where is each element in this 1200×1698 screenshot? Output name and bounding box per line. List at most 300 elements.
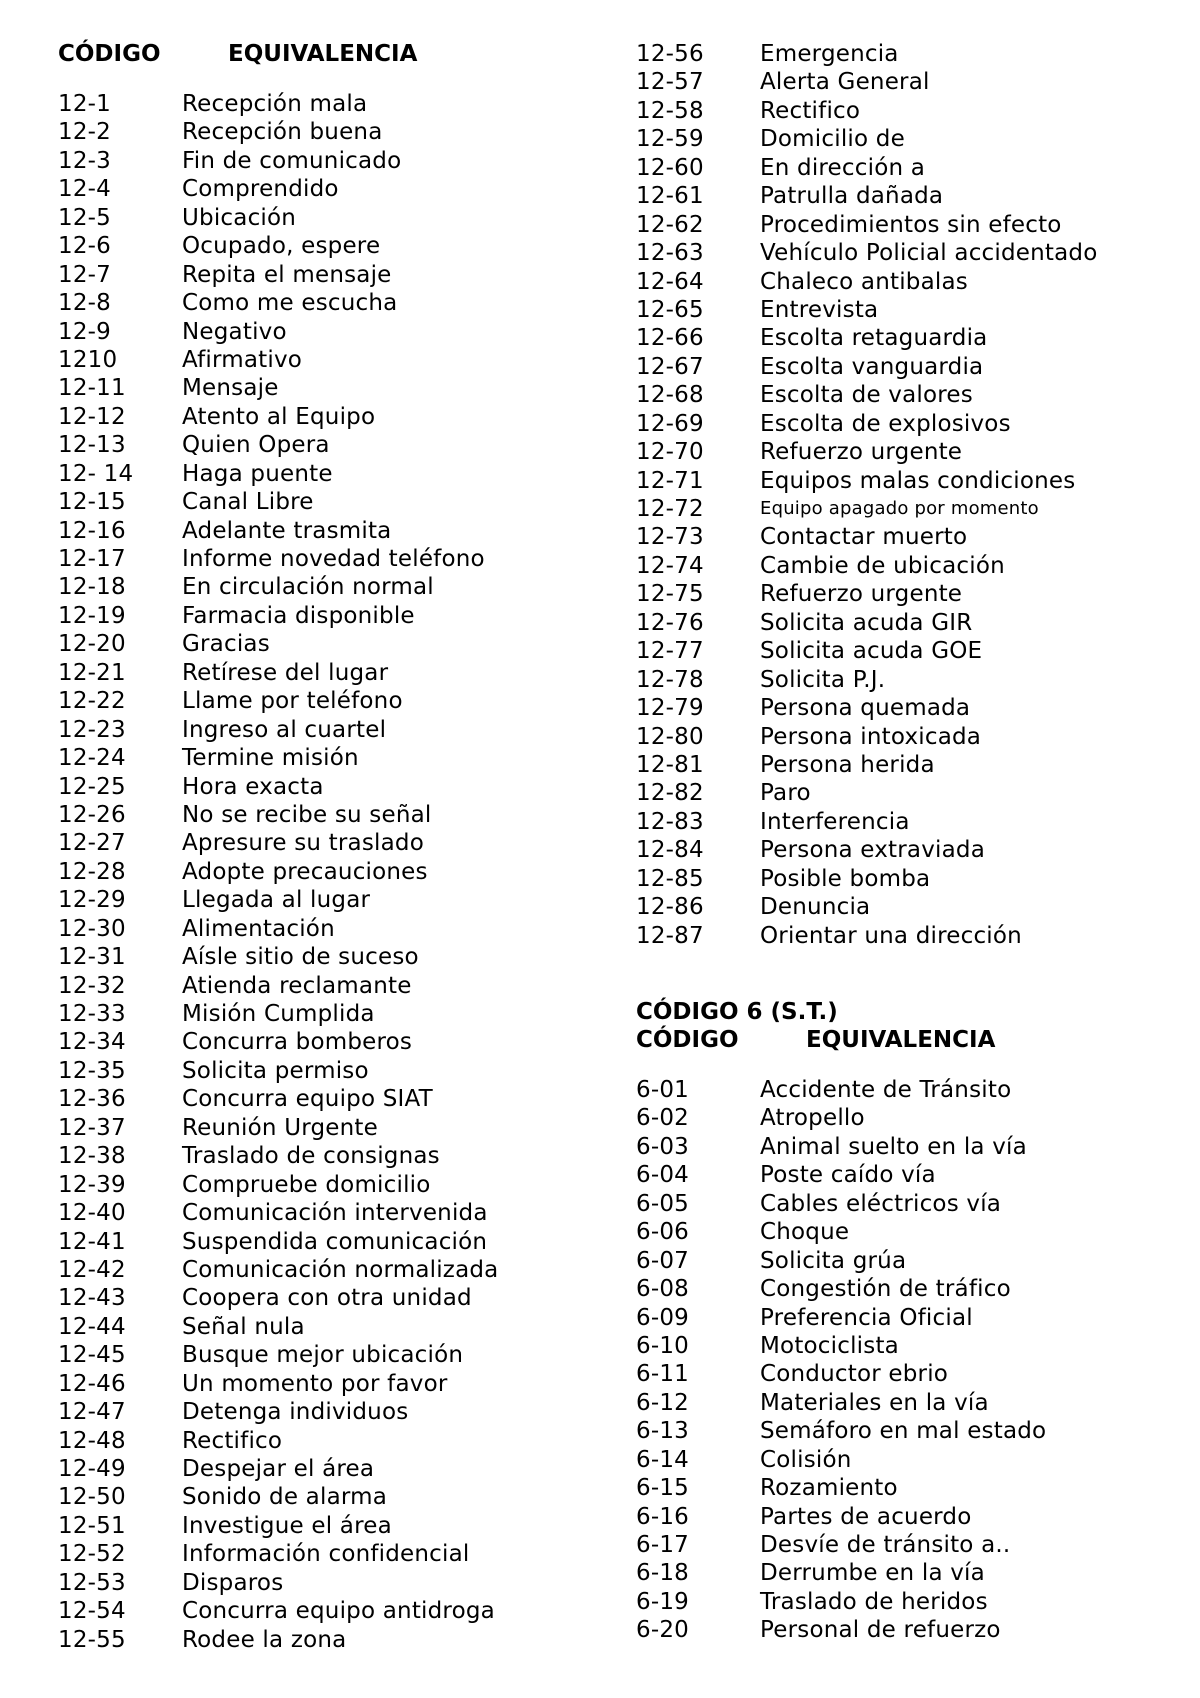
list-item <box>636 268 1176 296</box>
header-code-label: CÓDIGO <box>58 41 161 67</box>
list-item <box>636 324 1176 352</box>
code-value: 12-23 <box>58 716 126 743</box>
list-item <box>58 1028 578 1056</box>
header-code-label: CÓDIGO <box>636 1027 739 1053</box>
code-value: 6-10 <box>636 1332 689 1359</box>
list-item <box>636 1474 1176 1502</box>
list-item <box>58 659 578 687</box>
code-value: 12-30 <box>58 915 126 942</box>
code-value: 12-36 <box>58 1086 126 1113</box>
list-item <box>58 232 578 260</box>
list-item <box>58 801 578 829</box>
list-item <box>636 1588 1176 1616</box>
code-description: Coopera con otra unidad <box>182 1285 472 1312</box>
code-value: 6-20 <box>636 1617 689 1644</box>
code-description: Materiales en la vía <box>760 1389 989 1416</box>
code-value: 12-58 <box>636 97 704 124</box>
code-value: 12-57 <box>636 69 704 96</box>
code-value: 12-69 <box>636 410 704 437</box>
code-value: 12-54 <box>58 1598 126 1625</box>
list-item <box>636 1332 1176 1360</box>
code-description: Patrulla dañada <box>760 183 944 210</box>
codigo6-title <box>636 998 1176 1026</box>
code-value: 6-15 <box>636 1475 689 1502</box>
list-item <box>636 1503 1176 1531</box>
list-item <box>58 858 578 886</box>
list-item <box>58 517 578 545</box>
list-item <box>58 687 578 715</box>
code-value: 6-12 <box>636 1389 689 1416</box>
code-description: Domicilio de <box>760 126 905 153</box>
code-value: 12-38 <box>58 1143 126 1170</box>
code-description: Comprendido <box>182 176 339 203</box>
code-value: 12-43 <box>58 1285 126 1312</box>
codigo6-title-text: CÓDIGO 6 (S.T.) <box>636 999 838 1025</box>
code-value: 12-61 <box>636 183 704 210</box>
list-item <box>636 154 1176 182</box>
list-item <box>636 68 1176 96</box>
codigo6-header <box>636 1026 1176 1054</box>
list-item <box>636 1076 1176 1104</box>
code-value: 12-37 <box>58 1114 126 1141</box>
code-value: 6-02 <box>636 1105 689 1132</box>
list-item <box>58 1398 578 1426</box>
code-value: 1210 <box>58 346 118 373</box>
code-description: Vehículo Policial accidentado <box>760 240 1098 267</box>
list-item <box>636 836 1176 864</box>
code-value: 12-81 <box>636 751 704 778</box>
code-description: Recepción mala <box>182 91 368 117</box>
code-value: 12-2 <box>58 119 111 146</box>
code-description: Quien Opera <box>182 432 330 459</box>
code-value: 6-07 <box>636 1247 689 1274</box>
code-value: 12-34 <box>58 1029 126 1056</box>
code-value: 6-19 <box>636 1588 689 1615</box>
code-description: Personal de refuerzo <box>760 1617 1001 1644</box>
code-value: 6-18 <box>636 1560 689 1587</box>
code-value: 12-74 <box>636 552 704 579</box>
list-item <box>58 460 578 488</box>
list-item <box>636 1446 1176 1474</box>
list-item <box>58 1341 578 1369</box>
code-description: Alerta General <box>760 69 930 96</box>
code-description: Solicita grúa <box>760 1247 907 1274</box>
list-item <box>58 1171 578 1199</box>
list-item <box>58 972 578 1000</box>
code-description: Solicita acuda GIR <box>760 609 973 636</box>
code-description: Rectifico <box>760 97 861 124</box>
code-value: 12-72 <box>636 496 704 522</box>
code-description: Despejar el área <box>182 1456 375 1482</box>
code-value: 12-65 <box>636 296 704 323</box>
code-description: Rectifico <box>182 1427 283 1454</box>
code-description: Negativo <box>182 318 287 345</box>
code-value: 12-24 <box>58 745 126 772</box>
list-item <box>636 40 1176 68</box>
list-item <box>636 893 1176 921</box>
code-value: 6-16 <box>636 1503 689 1530</box>
list-item <box>58 886 578 914</box>
code-description: Llegada al lugar <box>182 887 371 914</box>
list-item <box>58 943 578 971</box>
list-item <box>58 1597 578 1625</box>
code-description: Solicita permiso <box>182 1057 369 1084</box>
list-item <box>636 1389 1176 1417</box>
list-item <box>58 431 578 459</box>
code-value: 12-85 <box>636 865 704 892</box>
code-description: Equipo apagado por momento <box>760 498 1039 519</box>
code-value: 12-9 <box>58 318 111 345</box>
code-value: 12-51 <box>58 1512 126 1539</box>
code-value: 12-1 <box>58 91 111 117</box>
code-value: 12-7 <box>58 261 111 288</box>
list-item <box>58 289 578 317</box>
list-item <box>58 1569 578 1597</box>
list-item <box>636 751 1176 779</box>
code-value: 12-70 <box>636 439 704 466</box>
code-description: Comunicación normalizada <box>182 1256 499 1283</box>
code-value: 12-21 <box>58 659 126 686</box>
code-value: 12-63 <box>636 240 704 267</box>
list-item <box>636 182 1176 210</box>
list-item <box>58 1284 578 1312</box>
list-item <box>636 922 1176 950</box>
code-description: Atento al Equipo <box>182 403 376 430</box>
code-description: Concurra equipo antidroga <box>182 1598 495 1625</box>
code-description: Comunicación intervenida <box>182 1200 488 1227</box>
code-value: 12-64 <box>636 268 704 295</box>
list-item <box>58 573 578 601</box>
code-description: Emergencia <box>760 41 899 67</box>
code-description: Animal suelto en la vía <box>760 1133 1027 1160</box>
code-description: Semáforo en mal estado <box>760 1418 1047 1445</box>
code-value: 6-01 <box>636 1077 689 1103</box>
code-description: Equipos malas condiciones <box>760 467 1076 494</box>
code-description: Rozamiento <box>760 1475 898 1502</box>
list-item <box>58 602 578 630</box>
code-description: Escolta de valores <box>760 382 973 409</box>
code-description: Adopte precauciones <box>182 858 428 885</box>
code-description: Accidente de Tránsito <box>760 1077 1012 1103</box>
code-value: 12-73 <box>636 524 704 551</box>
code-description: Partes de acuerdo <box>760 1503 972 1530</box>
list-item <box>636 1104 1176 1132</box>
code-description: Reunión Urgente <box>182 1114 378 1141</box>
list-item <box>636 808 1176 836</box>
list-item <box>636 779 1176 807</box>
list-item <box>58 90 578 118</box>
code-description: Orientar una dirección <box>760 922 1022 949</box>
code-description: Farmacia disponible <box>182 602 415 629</box>
list-item <box>58 1000 578 1028</box>
code-description: Concurra equipo SIAT <box>182 1086 433 1113</box>
code-value: 12-16 <box>58 517 126 544</box>
list-item <box>636 1360 1176 1388</box>
list-item <box>58 829 578 857</box>
list-item <box>58 1256 578 1284</box>
list-item <box>636 1559 1176 1587</box>
list-item <box>58 1370 578 1398</box>
list-item <box>636 865 1176 893</box>
code-description: Busque mejor ubicación <box>182 1342 464 1369</box>
codigo12-list-part2 <box>636 40 1176 950</box>
code-value: 12-86 <box>636 894 704 921</box>
code-description: En dirección a <box>760 154 926 181</box>
code-description: Solicita acuda GOE <box>760 638 983 665</box>
code-description: Contactar muerto <box>760 524 968 551</box>
code-description: Choque <box>760 1219 850 1246</box>
code-value: 6-04 <box>636 1162 689 1189</box>
code-value: 12-12 <box>58 403 126 430</box>
list-item <box>58 261 578 289</box>
list-item <box>58 488 578 516</box>
code-value: 12-59 <box>636 126 704 153</box>
code-description: Poste caído vía <box>760 1162 936 1189</box>
code-value: 12-46 <box>58 1370 126 1397</box>
list-item <box>636 552 1176 580</box>
list-item <box>58 1057 578 1085</box>
list-item <box>636 125 1176 153</box>
code-value: 12-50 <box>58 1484 126 1511</box>
list-item <box>636 723 1176 751</box>
code-value: 12-27 <box>58 830 126 857</box>
code-value: 12-8 <box>58 290 111 317</box>
code-description: Misión Cumplida <box>182 1001 375 1027</box>
list-item <box>636 1247 1176 1275</box>
list-item <box>58 1313 578 1341</box>
code-value: 6-14 <box>636 1446 689 1473</box>
code-description: Alimentación <box>182 915 335 942</box>
list-item <box>636 1218 1176 1246</box>
code-description: En circulación normal <box>182 574 434 601</box>
code-description: Sonido de alarma <box>182 1484 388 1511</box>
code-description: Interferencia <box>760 808 910 835</box>
code-description: No se recibe su señal <box>182 801 432 828</box>
list-item <box>636 239 1176 267</box>
code-value: 12-47 <box>58 1399 126 1426</box>
code-description: Señal nula <box>182 1313 305 1340</box>
code-value: 12-3 <box>58 147 111 174</box>
code-value: 12-83 <box>636 808 704 835</box>
list-item <box>636 1133 1176 1161</box>
code-value: 12-20 <box>58 631 126 658</box>
code-description: Refuerzo urgente <box>760 439 963 466</box>
code-description: Solicita P.J. <box>760 666 886 693</box>
code-description: Mensaje <box>182 375 279 402</box>
list-item <box>636 1304 1176 1332</box>
list-item <box>58 403 578 431</box>
list-item <box>58 1512 578 1540</box>
code-value: 12-40 <box>58 1200 126 1227</box>
code-description: Investigue el área <box>182 1512 392 1539</box>
list-item <box>636 1616 1176 1644</box>
code-description: Atropello <box>760 1105 865 1132</box>
list-item <box>58 204 578 232</box>
code-value: 12-49 <box>58 1456 126 1482</box>
list-item <box>636 211 1176 239</box>
code-description: Paro <box>760 780 811 807</box>
code-description: Un momento por favor <box>182 1370 448 1397</box>
code-description: Congestión de tráfico <box>760 1276 1011 1303</box>
list-item <box>636 353 1176 381</box>
code-description: Denuncia <box>760 894 871 921</box>
list-item <box>58 545 578 573</box>
code-value: 12-22 <box>58 688 126 715</box>
code-description: Motociclista <box>760 1332 899 1359</box>
code-description: Desvíe de tránsito a.. <box>760 1532 1011 1558</box>
code-value: 12-53 <box>58 1569 126 1596</box>
code-value: 12-56 <box>636 41 704 67</box>
list-item <box>636 296 1176 324</box>
list-item <box>58 744 578 772</box>
list-item <box>58 147 578 175</box>
code-value: 6-11 <box>636 1361 689 1388</box>
codigo6-list <box>636 1076 1176 1645</box>
code-description: Canal Libre <box>182 489 314 516</box>
code-description: Persona quemada <box>760 695 971 722</box>
code-value: 12-60 <box>636 154 704 181</box>
list-item <box>58 1085 578 1113</box>
code-value: 12-76 <box>636 609 704 636</box>
code-description: Ubicación <box>182 204 297 231</box>
code-description: Hora exacta <box>182 773 324 800</box>
code-description: Ocupado, espere <box>182 233 381 260</box>
list-item <box>636 1417 1176 1445</box>
list-item <box>58 1142 578 1170</box>
list-item <box>58 1540 578 1568</box>
code-value: 12-26 <box>58 801 126 828</box>
code-value: 12-42 <box>58 1256 126 1283</box>
code-value: 12-13 <box>58 432 126 459</box>
list-item <box>58 118 578 146</box>
code-description: Informe novedad teléfono <box>182 546 485 572</box>
code-value: 12-77 <box>636 638 704 665</box>
code-description: Apresure su traslado <box>182 830 424 857</box>
code-description: Conductor ebrio <box>760 1361 949 1388</box>
code-value: 12- 14 <box>58 460 134 487</box>
header-equivalencia-label: EQUIVALENCIA <box>806 1027 996 1053</box>
code-description: Derrumbe en la vía <box>760 1560 985 1587</box>
list-item <box>58 1199 578 1227</box>
header-equivalencia-label: EQUIVALENCIA <box>228 41 418 67</box>
code-description: Persona herida <box>760 751 935 778</box>
right-column <box>636 40 1176 1645</box>
codigo12-list-part1 <box>58 90 578 1654</box>
list-item <box>636 1275 1176 1303</box>
list-item <box>58 346 578 374</box>
code-description: Posible bomba <box>760 865 931 892</box>
code-description: Como me escucha <box>182 290 398 317</box>
list-item <box>636 694 1176 722</box>
code-value: 12-28 <box>58 858 126 885</box>
code-description: Entrevista <box>760 296 879 323</box>
code-description: Gracias <box>182 631 270 658</box>
code-description: Fin de comunicado <box>182 147 402 174</box>
code-description: Retírese del lugar <box>182 659 389 686</box>
code-description: Escolta retaguardia <box>760 325 988 352</box>
code-description: Repita el mensaje <box>182 261 392 288</box>
code-value: 12-39 <box>58 1171 126 1198</box>
list-item <box>58 630 578 658</box>
list-item <box>58 773 578 801</box>
left-column <box>58 40 578 1654</box>
code-value: 12-32 <box>58 972 126 999</box>
code-description: Suspendida comunicación <box>182 1228 488 1255</box>
code-description: Adelante trasmita <box>182 517 392 544</box>
list-item <box>636 438 1176 466</box>
list-item <box>636 637 1176 665</box>
code-description: Rodee la zona <box>182 1626 347 1653</box>
code-description: Escolta vanguardia <box>760 353 984 380</box>
list-item <box>58 374 578 402</box>
code-description: Persona intoxicada <box>760 723 982 750</box>
code-value: 12-25 <box>58 773 126 800</box>
code-description: Aísle sitio de suceso <box>182 944 419 971</box>
list-item <box>58 175 578 203</box>
code-value: 12-5 <box>58 204 111 231</box>
code-value: 6-17 <box>636 1532 689 1558</box>
list-item <box>636 495 1176 523</box>
code-value: 12-67 <box>636 353 704 380</box>
code-description: Afirmativo <box>182 346 303 373</box>
code-description: Escolta de explosivos <box>760 410 1011 437</box>
code-value: 12-4 <box>58 176 111 203</box>
list-item <box>58 318 578 346</box>
code-value: 6-06 <box>636 1219 689 1246</box>
list-item <box>636 1161 1176 1189</box>
code-value: 12-17 <box>58 546 126 572</box>
code-description: Concurra bomberos <box>182 1029 413 1056</box>
list-item <box>636 410 1176 438</box>
list-item <box>58 1626 578 1654</box>
code-value: 12-52 <box>58 1541 126 1568</box>
code-description: Llame por teléfono <box>182 688 403 715</box>
code-value: 6-08 <box>636 1276 689 1303</box>
code-value: 12-78 <box>636 666 704 693</box>
list-item <box>636 666 1176 694</box>
list-item <box>58 1483 578 1511</box>
code-value: 12-87 <box>636 922 704 949</box>
code-value: 12-68 <box>636 382 704 409</box>
list-item <box>636 580 1176 608</box>
list-item <box>636 97 1176 125</box>
code-value: 12-80 <box>636 723 704 750</box>
code-description: Preferencia Oficial <box>760 1304 973 1331</box>
list-item <box>636 523 1176 551</box>
list-item <box>58 1228 578 1256</box>
code-value: 12-82 <box>636 780 704 807</box>
list-item <box>636 1531 1176 1559</box>
code-description: Atienda reclamante <box>182 972 412 999</box>
code-value: 12-66 <box>636 325 704 352</box>
list-item <box>58 1455 578 1483</box>
code-value: 12-79 <box>636 695 704 722</box>
code-description: Traslado de consignas <box>182 1143 440 1170</box>
code-description: Disparos <box>182 1569 284 1596</box>
code-value: 12-62 <box>636 211 704 238</box>
code-value: 6-13 <box>636 1418 689 1445</box>
code-description: Cambie de ubicación <box>760 552 1005 579</box>
list-item <box>636 467 1176 495</box>
code-value: 12-75 <box>636 581 704 608</box>
code-value: 6-09 <box>636 1304 689 1331</box>
code-value: 12-18 <box>58 574 126 601</box>
code-description: Chaleco antibalas <box>760 268 968 295</box>
code-description: Recepción buena <box>182 119 383 146</box>
code-value: 12-11 <box>58 375 126 402</box>
code-description: Detenga individuos <box>182 1399 409 1426</box>
code-value: 6-03 <box>636 1133 689 1160</box>
